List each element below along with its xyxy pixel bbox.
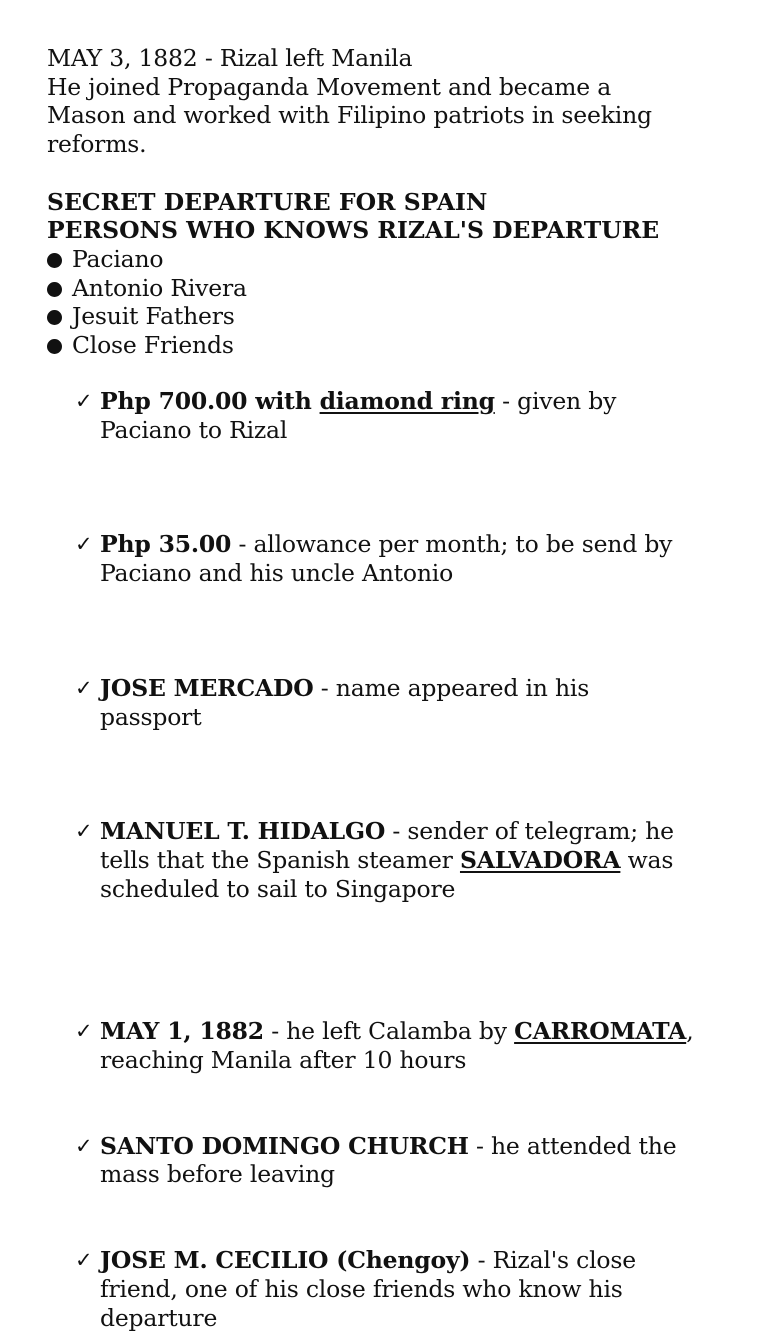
checkmark-icon: ✓ <box>75 1019 93 1044</box>
fact-text: - Rizal's close <box>470 1246 636 1275</box>
checkmark-icon: ✓ <box>75 389 93 413</box>
fact-text: - he left Calamba by <box>263 1017 515 1046</box>
checkmark-icon: ✓ <box>75 675 93 700</box>
bullet-dot-icon <box>47 282 62 297</box>
fact-keyword: JOSE MERCADO <box>100 673 314 702</box>
list-item-label: Jesuit Fathers <box>72 302 235 331</box>
bullet-dot-icon <box>47 310 62 325</box>
fact-text: - he attended the <box>468 1131 677 1160</box>
intro-line: MAY 3, 1882 - Rizal left Manila <box>47 44 413 72</box>
list-item <box>47 302 747 331</box>
fact-text: Paciano to Rizal <box>100 415 288 444</box>
fact-text: , <box>686 1017 694 1046</box>
list-item-label: Paciano <box>72 244 164 273</box>
fact-text: tells that the Spanish steamer <box>100 845 460 874</box>
fact-item <box>75 387 768 444</box>
checkmark-icon: ✓ <box>75 1248 93 1273</box>
section-heading: SECRET DEPARTURE FOR SPAIN <box>47 187 488 216</box>
document-page <box>47 44 747 360</box>
persons-list <box>47 245 747 360</box>
fact-text: reaching Manila after 10 hours <box>100 1046 467 1075</box>
list-item <box>47 331 747 360</box>
checkmark-icon: ✓ <box>75 532 93 557</box>
fact-text: mass before leaving <box>100 1160 335 1189</box>
fact-item <box>75 1132 768 1189</box>
fact-text: friend, one of his close friends who know his <box>100 1274 623 1303</box>
fact-text: - allowance per month; to be send by <box>231 530 673 559</box>
intro-line: Mason and worked with Filipino patriots in seeking <box>47 101 652 130</box>
fact-keyword: Php 35.00 <box>100 530 232 559</box>
fact-keyword: Php 700.00 with <box>100 387 320 415</box>
fact-keyword: MANUEL T. HIDALGO <box>100 817 386 846</box>
fact-text: - given by <box>494 387 617 415</box>
checkmark-icon: ✓ <box>75 819 93 844</box>
fact-text: was <box>620 845 674 874</box>
fact-item <box>75 1246 768 1332</box>
fact-text: scheduled to sail to Singapore <box>100 874 456 903</box>
list-item-label: Antonio Rivera <box>72 273 247 302</box>
list-item <box>47 245 747 274</box>
fact-keyword: JOSE M. CECILIO (Chengoy) <box>100 1246 471 1275</box>
fact-text: - sender of telegram; he <box>385 817 674 846</box>
fact-text: passport <box>100 702 202 731</box>
spacer <box>47 159 747 188</box>
fact-item <box>75 530 768 587</box>
fact-item <box>75 674 768 731</box>
checkmark-icon: ✓ <box>75 1133 93 1158</box>
fact-underlined: diamond ring <box>319 387 495 415</box>
fact-keyword: MAY 1, 1882 <box>100 1017 264 1046</box>
intro-line: reforms. <box>47 130 147 159</box>
fact-keyword: SANTO DOMINGO CHURCH <box>100 1131 469 1160</box>
list-item <box>47 274 747 303</box>
bullet-dot-icon <box>47 253 62 268</box>
bullet-dot-icon <box>47 339 62 354</box>
fact-text: departure <box>100 1303 218 1332</box>
section-heading: PERSONS WHO KNOWS RIZAL'S DEPARTURE <box>47 216 660 245</box>
fact-text: Paciano and his uncle Antonio <box>100 559 454 588</box>
intro-line: He joined Propaganda Movement and became a <box>47 72 612 101</box>
fact-item <box>75 817 768 903</box>
fact-underlined: CARROMATA <box>514 1017 687 1046</box>
fact-text: - name appeared in his <box>313 673 590 702</box>
list-item-label: Close Friends <box>72 331 234 360</box>
fact-underlined: SALVADORA <box>459 845 621 874</box>
fact-item <box>75 1017 768 1074</box>
